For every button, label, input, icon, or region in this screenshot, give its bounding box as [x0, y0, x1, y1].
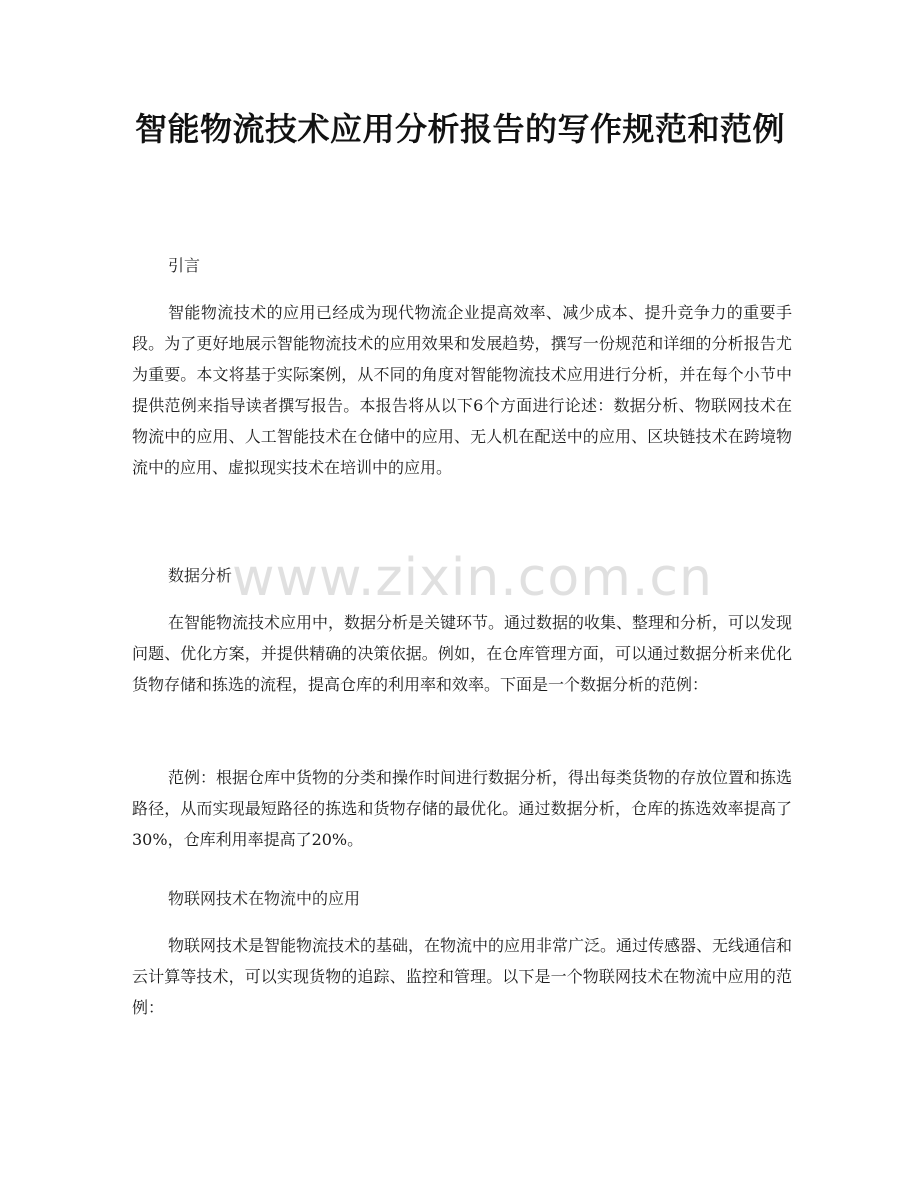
document-title: 智能物流技术应用分析报告的写作规范和范例 [134, 110, 785, 148]
section-heading-data-analysis: 数据分析 [168, 566, 233, 585]
section-heading-iot: 物联网技术在物流中的应用 [168, 889, 361, 908]
paragraph-intro: 智能物流技术的应用已经成为现代物流企业提高效率、减少成本、提升竞争力的重要手段。为了更好地展示智能物流技术的应用效果和发展趋势，撰写一份规范和详细的分析报告尤为重要。本文将基于实际案例，从不同的角度对智能物流技术应用进行分析，并在每个小节中提供范例来指导读者撰写报告。本报告将从以下6个方面进行论述：数据分析、物联网技术在物流中的应用、人工智能技术在仓储中的应用、无人机在配送中的应用、区块链技术在跨境物流中的应用、虚拟现实技术在培训中的应用。 [132, 303, 792, 477]
section-heading-intro: 引言 [168, 256, 201, 275]
paragraph-data-analysis: 在智能物流技术应用中，数据分析是关键环节。通过数据的收集、整理和分析，可以发现问题、优化方案，并提供精确的决策依据。例如，在仓库管理方面，可以通过数据分析来优化货物存储和拣选的流程，提高仓库的利用率和效率。下面是一个数据分析的范例： [132, 613, 793, 694]
watermark-text: www.zixin.com.cn [232, 548, 713, 608]
paragraph-data-analysis-example: 范例：根据仓库中货物的分类和操作时间进行数据分析，得出每类货物的存放位置和拣选路径，从而实现最短路径的拣选和货物存储的最优化。通过数据分析，仓库的拣选效率提高了30%，仓库利用率提高了20%。 [132, 768, 793, 849]
paragraph-iot: 物联网技术是智能物流技术的基础，在物流中的应用非常广泛。通过传感器、无线通信和云计算等技术，可以实现货物的追踪、监控和管理。以下是一个物联网技术在物流中应用的范例： [132, 936, 793, 1017]
